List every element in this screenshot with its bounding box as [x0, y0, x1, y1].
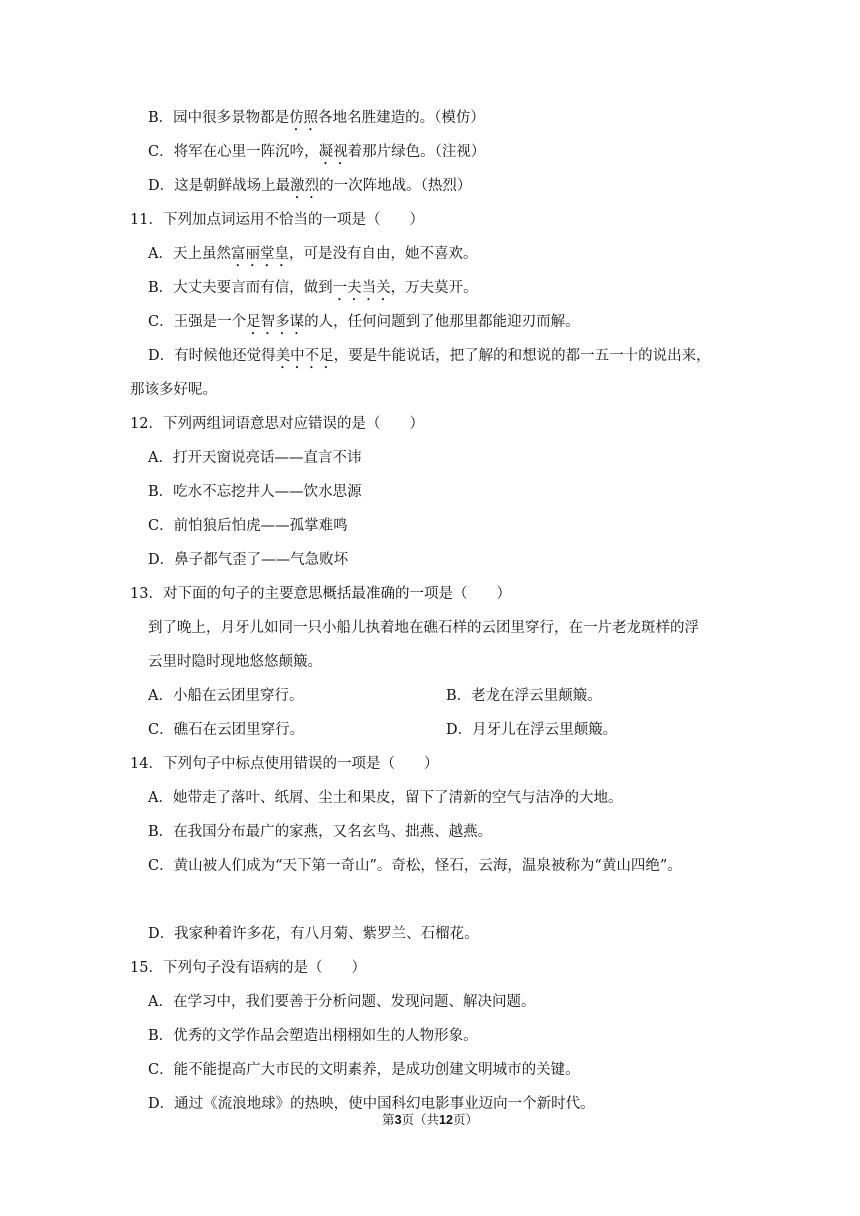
q13-option-b: B．老龙在浮云里颠簸。	[446, 688, 602, 704]
q12-option-b: B．吃水不忘挖井人——饮水思源	[148, 484, 362, 500]
q13-option-a: A．小船在云团里穿行。	[148, 688, 304, 704]
emphasized-word: 仿照	[289, 110, 319, 126]
q14-stem: 14．下列句子中标点使用错误的一项是（ ）	[130, 756, 439, 772]
q11-option-c: C．王强是一个足智多谋的人，任何问题到了他那里都能迎刃而解。	[148, 314, 580, 330]
q14-option-c: C．黄山被人们成为“天下第一奇山”。奇松，怪石，云海，温泉被称为“黄山四绝”。	[148, 858, 682, 874]
q11-option-b: B．大丈夫要言而有信，做到一夫当关，万夫莫开。	[148, 280, 478, 296]
q11-option-d-line2: 那该多好呢。	[130, 382, 217, 398]
emphasized-word: 一夫当关	[332, 280, 391, 296]
q13-option-d: D．月牙儿在浮云里颠簸。	[446, 722, 618, 738]
emphasized-word: 凝视	[318, 144, 348, 160]
q14-option-d: D．我家种着许多花，有八月菊、紫罗兰、石榴花。	[148, 926, 479, 942]
q12-option-a: A．打开天窗说亮话——直言不讳	[148, 450, 362, 466]
q15-stem: 15．下列句子没有语病的是（ ）	[130, 960, 366, 976]
q13-stem: 13．对下面的句子的主要意思概括最准确的一项是（ ）	[130, 586, 511, 602]
emphasized-word: 富丽堂皇	[230, 246, 289, 262]
q12-stem: 12．下列两组词语意思对应错误的是（ ）	[130, 416, 424, 432]
q10-option-d: D．这是朝鲜战场上最激烈的一次阵地战。（热烈）	[148, 178, 472, 194]
q14-option-b: B．在我国分布最广的家燕，又名玄鸟、拙燕、越燕。	[148, 824, 493, 840]
q14-option-a: A．她带走了落叶、纸屑、尘土和果皮，留下了清新的空气与洁净的大地。	[148, 790, 623, 806]
q12-option-d: D．鼻子都气歪了——气急败坏	[148, 552, 349, 568]
q11-stem: 11．下列加点词运用不恰当的一项是（ ）	[130, 212, 424, 228]
total-pages: 12	[439, 1113, 453, 1127]
q10-option-c: C．将军在心里一阵沉吟，凝视着那片绿色。（注视）	[148, 144, 486, 160]
emphasized-word: 美中不足	[275, 348, 334, 364]
q15-option-b: B．优秀的文学作品会塑造出栩栩如生的人物形象。	[148, 1028, 478, 1044]
q15-option-a: A．在学习中，我们要善于分析问题、发现问题、解决问题。	[148, 994, 536, 1010]
page-footer: 第3页（共12页）	[382, 1112, 478, 1127]
q15-option-d: D．通过《流浪地球》的热映，使中国科幻电影事业迈向一个新时代。	[148, 1096, 595, 1112]
q13-option-c: C．礁石在云团里穿行。	[148, 722, 305, 738]
q11-option-d-line1: D．有时候他还觉得美中不足，要是牛能说话，把了解的和想说的都一五一十的说出来，	[148, 348, 711, 364]
q15-option-c: C．能不能提高广大市民的文明素养，是成功创建文明城市的关键。	[148, 1062, 580, 1078]
q11-option-a: A．天上虽然富丽堂皇，可是没有自由，她不喜欢。	[148, 246, 478, 262]
q12-option-c: C．前怕狼后怕虎——孤掌难鸣	[148, 518, 348, 534]
q13-passage-line1: 到了晚上，月牙儿如同一只小船儿执着地在礁石样的云团里穿行，在一片老龙斑样的浮	[148, 620, 699, 636]
q13-passage-line2: 云里时隐时现地悠悠颠簸。	[148, 654, 322, 670]
emphasized-word: 足智多谋	[246, 314, 305, 330]
emphasized-word: 激烈	[290, 178, 320, 194]
q10-option-b: B．园中很多景物都是仿照各地名胜建造的。（模仿）	[148, 110, 485, 126]
page-number: 3	[394, 1113, 402, 1127]
